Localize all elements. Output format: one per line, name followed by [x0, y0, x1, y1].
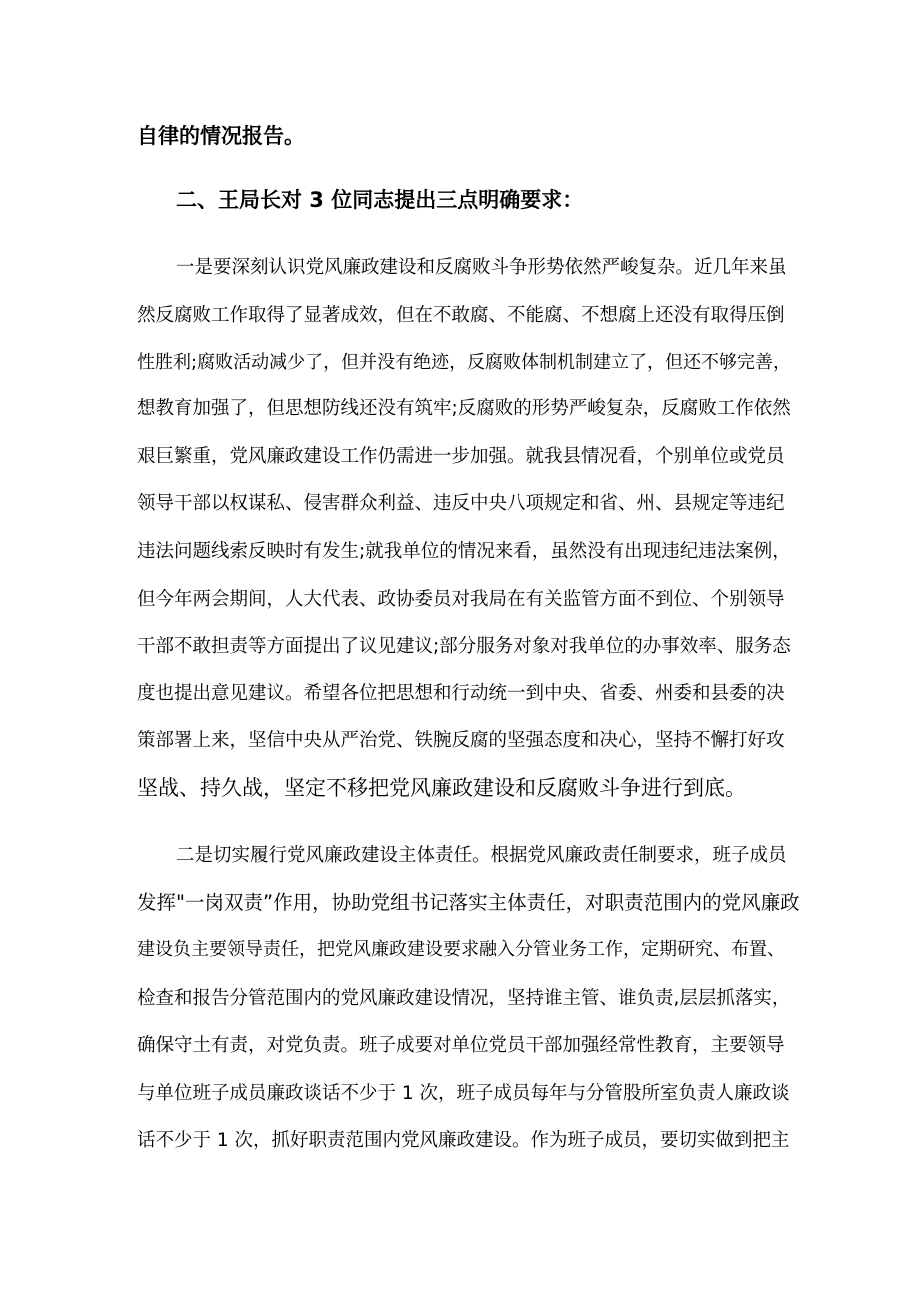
paragraph-line: 坚战、持久战，坚定不移把党风廉政建设和反腐败斗争进行到底。 [137, 776, 746, 800]
paragraph-line: 干部不敢担责等方面提出了议见建议;部分服务对象对我单位的办事效率、服务态 [137, 636, 791, 657]
paragraph-line: 策部署上来，坚信中央从严治党、铁腕反腐的坚强态度和决心，坚持不懈打好攻 [137, 730, 785, 751]
paragraph-line: 性胜利;腐败活动减少了，但并没有绝迹，反腐败体制机制建立了，但还不够完善， [137, 352, 792, 373]
paragraph-line: 话不少于 1 次，抓好职责范围内党风廉政建设。作为班子成员，要切实做到把主 [137, 1130, 790, 1151]
paragraph-line: 度也提出意见建议。希望各位把思想和行动统一到中央、省委、州委和县委的决 [137, 683, 785, 704]
paragraph-line: 自律的情况报告。 [137, 124, 305, 148]
paragraph-line: 但今年两会期间，人大代表、政协委员对我局在有关监管方面不到位、个别领导 [137, 589, 785, 610]
paragraph-line: 艰巨繁重，党风廉政建设工作仍需进一步加强。就我县情况看，个别单位或党员 [137, 446, 785, 467]
paragraph-line: 然反腐败工作取得了显著成效，但在不敢腐、不能腐、不想腐上还没有取得压倒 [137, 305, 785, 326]
paragraph-line: 与单位班子成员廉政谈话不少于 1 次，班子成员每年与分管股所室负责人廉政谈 [137, 1083, 790, 1104]
paragraph-line: 领导干部以权谋私、侵害群众利益、违反中央八项规定和省、州、县规定等违纪 [137, 493, 785, 514]
paragraph-line: 检查和报告分管范围内的党风廉政建设情况，坚持谁主管、谁负责,层层抓落实， [137, 988, 791, 1009]
paragraph-line: 建设负主要领导责任，把党风廉政建设要求融入分管业务工作，定期研究、布置、 [137, 939, 785, 960]
section-heading: 二、王局长对 3 位同志提出三点明确要求： [176, 188, 584, 212]
paragraph-line: 发挥"一岗双责”作用，协助党组书记落实主体责任，对职责范围内的党风廉政 [137, 891, 800, 914]
paragraph-line: 违法问题线索反映时有发生;就我单位的情况来看，虽然没有出现违纪违法案例， [137, 541, 791, 562]
paragraph-line: 二是切实履行党风廉政建设主体责任。根据党风廉政责任制要求，班子成员 [176, 845, 787, 866]
paragraph-line: 确保守土有责，对党负责。班子成要对单位党员干部加强经常性教育，主要领导 [137, 1035, 785, 1056]
paragraph-line: 想教育加强了，但思想防线还没有筑牢;反腐败的形势严峻复杂，反腐败工作依然 [137, 398, 791, 419]
paragraph-line: 一是要深刻认识党风廉政建设和反腐败斗争形势依然严峻复杂。近几年来虽 [176, 257, 787, 278]
